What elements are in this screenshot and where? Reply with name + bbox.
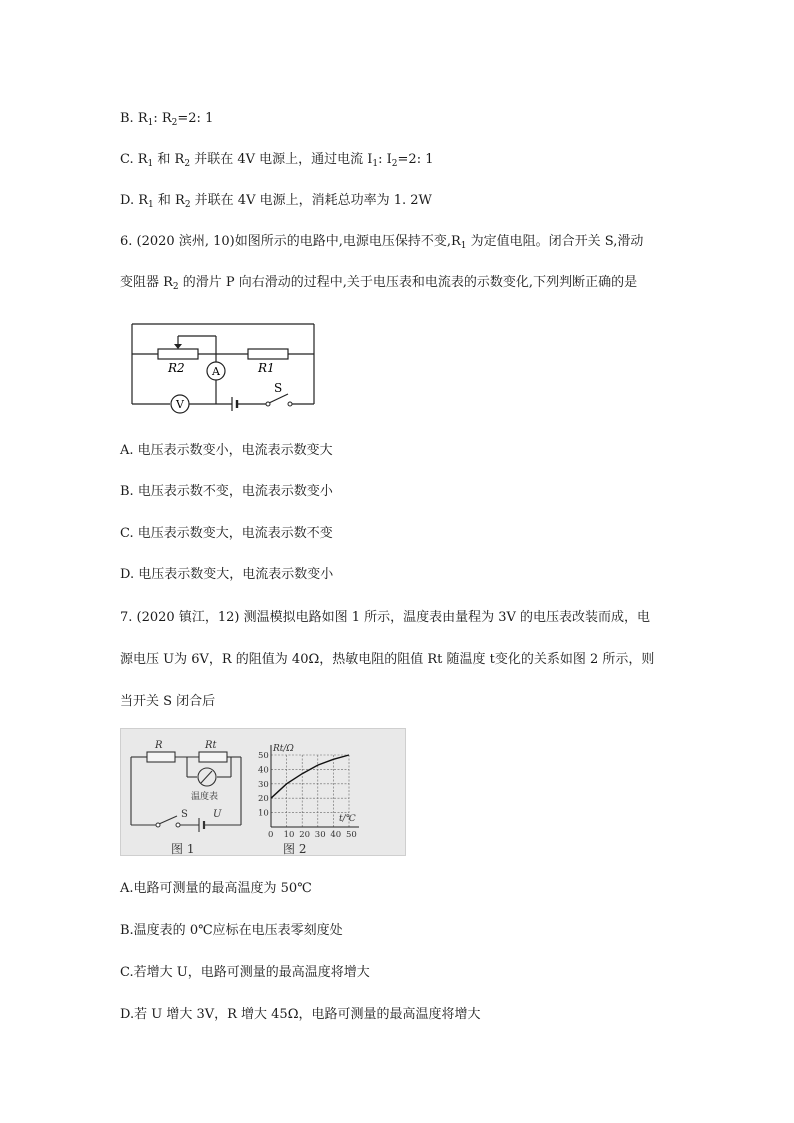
x-tick-label: 20: [299, 830, 311, 840]
q7-option-d: D.若 U 增大 3V，R 增大 45Ω，电路可测量的最高温度将增大: [120, 1007, 481, 1022]
question-7-line-3: 当开关 S 闭合后: [120, 694, 216, 709]
q6-option-a: A. 电压表示数变小，电流表示数变大: [120, 443, 333, 458]
x-tick-label: 50: [346, 830, 357, 840]
rt-label: Rt: [205, 740, 217, 751]
x-tick-label: 0: [268, 830, 274, 840]
q6-option-b: B. 电压表示数不变，电流表示数变小: [120, 484, 333, 499]
question-6-line-2: 变阻器 $R_2$ 的滑片 P 向右滑动的过程中,关于电压表和电流表的示数变化,下列判断正确的是: [120, 275, 638, 292]
option-d-power: D. $R_1$ 和 $R_2$ 并联在 4V 电源上，消耗总功率为 1. 2W: [120, 193, 432, 210]
option-c-current: C. $R_1$ 和 $R_2$ 并联在 4V 电源上，通过电流 $I_1$: $I_2=2$: 1: [120, 152, 434, 169]
q7-option-b: B.温度表的 0℃应标在电压表零刻度处: [120, 923, 343, 938]
series-line: [271, 755, 349, 798]
question-6-line-1: 6. (2020 滨州, 10)如图所示的电路中,电源电压保持不变$,R_1$ 为定值电阻。闭合开关 S,滑动: [120, 234, 644, 251]
switch-label: S: [274, 381, 283, 395]
r2-label: R2: [168, 361, 185, 375]
circuit-and-graph-figure-q7: [120, 728, 406, 856]
x-tick-label: 40: [330, 830, 342, 840]
y-axis-label: Rt/Ω: [273, 744, 294, 754]
caption-figure-1: 图 1: [171, 842, 195, 856]
x-tick-label: 10: [283, 830, 295, 840]
q6-option-c: C. 电压表示数变大，电流表示数不变: [120, 526, 333, 541]
y-tick-label: 50: [258, 751, 269, 761]
r1-label: R1: [258, 361, 275, 375]
r-label: R: [155, 740, 163, 751]
thermometer-label: 温度表: [191, 792, 219, 802]
y-tick-label: 20: [258, 794, 269, 805]
question-7-line-2: 源电压 U为 6V，R 的阻值为 40Ω，热敏电阻的阻值 Rt 随温度 t变化的关系如图 2 所示，则: [120, 652, 655, 667]
x-tick-label: 30: [314, 830, 326, 840]
ammeter-label: A: [212, 365, 220, 378]
q6-option-d: D. 电压表示数变大，电流表示数变小: [120, 567, 334, 582]
y-tick-label: 10: [258, 808, 269, 819]
y-tick-label: 40: [258, 765, 269, 776]
option-b-ratio: B. $R_1$: $R_2=2$: 1: [120, 111, 214, 128]
question-7-line-1: 7. (2020 镇江，12) 测温模拟电路如图 1 所示，温度表由量程为 3V 的电压表改装而成，电: [120, 610, 651, 625]
x-axis-label: t/℃: [339, 814, 356, 824]
y-tick-label: 30: [258, 779, 269, 790]
q7-option-c: C.若增大 U，电路可测量的最高温度将增大: [120, 965, 370, 980]
switch-label-q7: S: [181, 809, 188, 820]
caption-figure-2: 图 2: [283, 842, 307, 856]
circuit-figure-q6: [128, 314, 320, 414]
q7-option-a: A.电路可测量的最高温度为 50℃: [120, 881, 312, 896]
voltmeter-label: V: [176, 398, 184, 411]
source-label: U: [213, 809, 222, 820]
rt-temperature-chart: [258, 744, 359, 840]
